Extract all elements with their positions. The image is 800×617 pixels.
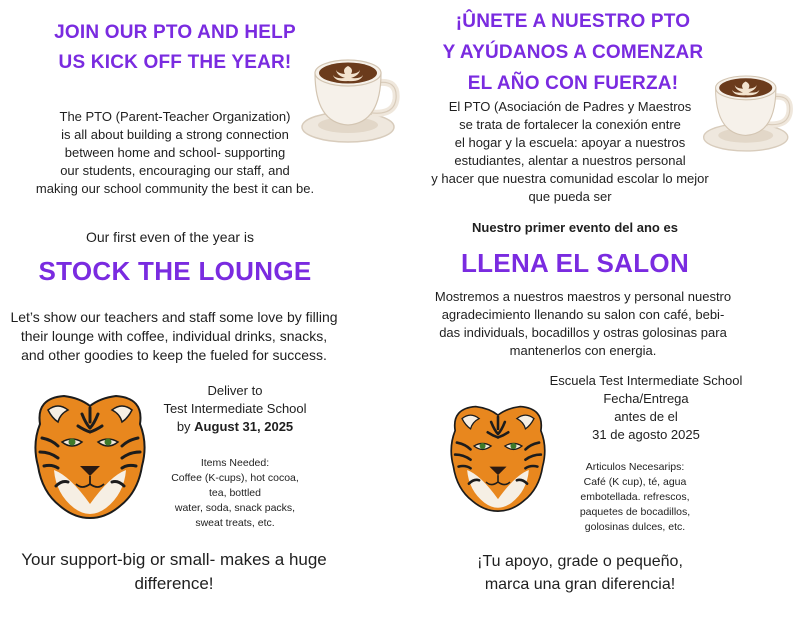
spanish-thanks-line2: marca una gran diferencia! (484, 576, 676, 593)
spanish-intro-line: que pueda ser (528, 189, 612, 204)
spanish-headline (428, 6, 718, 99)
english-intro-line: making our school community the best it can be. (35, 181, 315, 196)
english-items-heading: Items Needed: (200, 457, 270, 469)
english-description (4, 308, 344, 365)
tiger-head-icon (450, 402, 546, 514)
coffee-cup-icon (700, 60, 796, 156)
english-item-line: tea, bottled (209, 487, 261, 499)
spanish-before-label: antes de el (614, 409, 678, 424)
english-item-line: water, soda, snack packs, (174, 502, 296, 514)
spanish-intro-line: El PTO (Asociación de Padres y Maestros (448, 99, 692, 114)
spanish-first-event: Nuestro primer evento del ano es (472, 220, 678, 235)
english-by-prefix: by (176, 419, 191, 434)
english-thanks (4, 548, 344, 596)
spanish-description-line: das individuals, bocadillos y ostras golosinas para (439, 325, 727, 340)
spanish-description-line: agradecimiento llenando su salon con café, bebi- (441, 307, 725, 322)
tiger-head-icon (34, 392, 146, 520)
spanish-description-line: Mostremos a nuestros maestros y personal nuestro (434, 289, 732, 304)
spanish-headline-line3: EL AÑO CON FUERZA! (467, 73, 679, 94)
english-school-name: Test Intermediate School (163, 401, 307, 416)
english-headline-line1: JOIN OUR PTO AND HELP (54, 22, 296, 43)
spanish-description-line: mantenerlos con energia. (509, 343, 657, 358)
spanish-intro-line: y hacer que nuestra comunidad escolar lo mejor (431, 171, 709, 186)
spanish-date-label: Fecha/Entrega (603, 391, 689, 406)
spanish-description (418, 288, 748, 360)
spanish-event-title: LLENA EL SALON (460, 248, 690, 278)
spanish-intro-line: estudiantes, alentar a nuestros personal (454, 153, 686, 168)
english-intro-line: between home and school- supporting (64, 145, 286, 160)
spanish-intro-line: se trata de fortalecer la conexión entre (459, 117, 681, 132)
english-headline (40, 18, 310, 78)
spanish-items (560, 460, 710, 535)
english-item-line: Coffee (K-cups), hot cocoa, (171, 472, 299, 484)
english-item-line: sweat treats, etc. (195, 517, 275, 529)
spanish-item-line: Café (K cup), té, agua (583, 476, 687, 488)
english-intro-line: our students, encouraging our staff, and (60, 163, 290, 178)
spanish-delivery (546, 372, 746, 444)
spanish-item-line: paquetes de bocadillos, (579, 506, 691, 518)
english-due-date: August 31, 2025 (194, 419, 294, 434)
spanish-intro (428, 98, 712, 206)
english-description-line: their lounge with coffee, individual drinks, snacks, (20, 328, 328, 344)
english-intro (10, 108, 340, 198)
english-deliver-label: Deliver to (207, 383, 263, 398)
english-headline-line2: US KICK OFF THE YEAR! (58, 52, 292, 73)
spanish-headline-line1: ¡ÛNETE A NUESTRO PTO (455, 11, 691, 32)
english-intro-line: The PTO (Parent-Teacher Organization) (59, 109, 291, 124)
spanish-thanks-line1: ¡Tu apoyo, grade o pequeño, (477, 553, 683, 570)
english-event-title: STOCK THE LOUNGE (38, 256, 312, 286)
spanish-headline-line2: Y AYÚDANOS A COMENZAR (442, 42, 704, 63)
english-due-line (150, 418, 320, 436)
spanish-thanks (430, 550, 730, 596)
english-thanks-line2: difference! (134, 574, 214, 593)
english-items (160, 456, 310, 531)
spanish-items-heading: Articulos Necesarips: (585, 461, 685, 473)
english-thanks-line1: Your support-big or small- makes a huge (21, 550, 327, 569)
english-delivery (150, 382, 320, 436)
spanish-due-date: 31 de agosto 2025 (592, 427, 700, 442)
spanish-school-name: Escuela Test Intermediate School (549, 373, 743, 388)
english-description-line: and other goodies to keep the fueled for success. (21, 347, 327, 363)
english-description-line: Let’s show our teachers and staff some love by filling (10, 309, 338, 325)
spanish-item-line: golosinas dulces, etc. (584, 521, 686, 533)
english-first-event: Our first even of the year is (85, 229, 255, 245)
english-intro-line: is all about building a strong connection (61, 127, 289, 142)
spanish-item-line: embotellada. refrescos, (580, 491, 690, 503)
spanish-intro-line: el hogar y la escuela: apoyar a nuestros (454, 135, 686, 150)
